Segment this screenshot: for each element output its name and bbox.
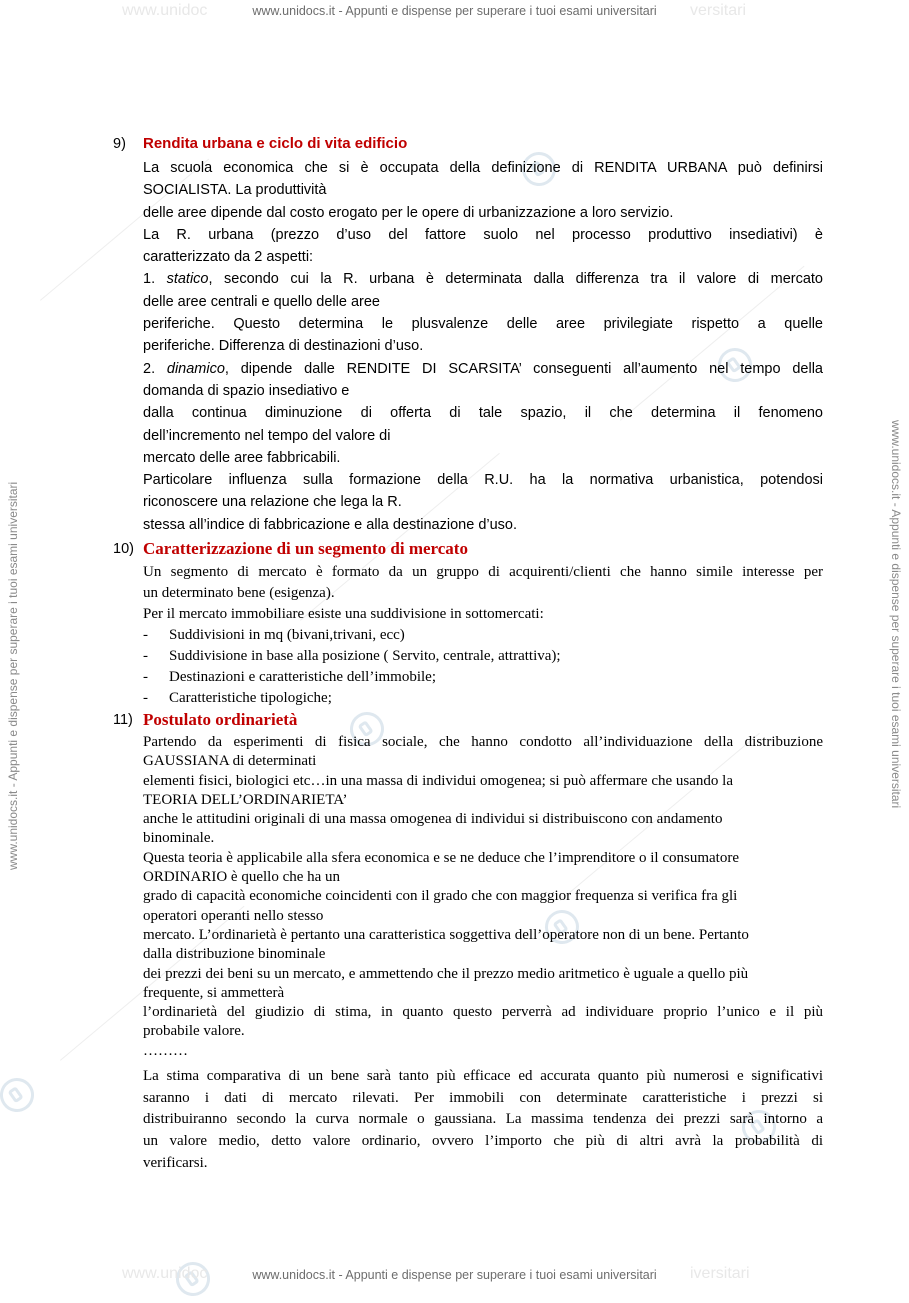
text-line: frequente, si ammetterà bbox=[143, 984, 285, 1001]
text-emphasis: statico bbox=[166, 271, 209, 288]
ellipsis-line: ……… bbox=[143, 1042, 188, 1059]
watermark-logo-icon bbox=[0, 1071, 41, 1118]
header-ghost-left: www.unidoc bbox=[122, 2, 208, 19]
list-item-text: Caratteristiche tipologiche; bbox=[169, 690, 332, 706]
text-line: dei prezzi dei beni su un mercato, e ammettendo che il prezzo medio aritmetico è uguale a quello più bbox=[143, 965, 749, 982]
section-number: 9) bbox=[113, 136, 126, 152]
section-title: Caratterizzazione di un segmento di mercato bbox=[143, 539, 468, 558]
text-line: La scuola economica che si è occupata della definizione di RENDITA URBANA può definirsi bbox=[143, 160, 823, 176]
text-line: probabile valore. bbox=[143, 1023, 245, 1040]
text-line: dalla distribuzione binominale bbox=[143, 946, 326, 963]
text-line: distribuiranno secondo la curva normale o gaussiana. La massima tendenza dei prezzi sarà intorno a bbox=[143, 1111, 823, 1128]
text-line: elementi fisici, biologici etc…in una massa di individui omogenea; si può affermare che usando la bbox=[143, 772, 733, 789]
text-line: SOCIALISTA. La produttività bbox=[143, 182, 327, 199]
bullet-dash: - bbox=[143, 627, 148, 643]
list-item bbox=[143, 667, 823, 688]
header-banner: www.unidocs.it - Appunti e dispense per superare i tuoi esami universitari bbox=[252, 4, 657, 18]
footer-ghost-right: iversitari bbox=[690, 1265, 750, 1282]
text-line: verificarsi. bbox=[143, 1154, 208, 1171]
text-line bbox=[143, 268, 823, 290]
text-line: Un segmento di mercato è formato da un gruppo di acquirenti/clienti che hanno simile interesse per bbox=[143, 564, 823, 580]
text-line: La R. urbana (prezzo d’uso del fattore suolo nel processo produttivo insediativi) è bbox=[143, 226, 823, 243]
side-banner-right: www.unidocs.it - Appunti e dispense per superare i tuoi esami universitari bbox=[889, 420, 903, 809]
text-line: domanda di spazio insediativo e bbox=[143, 382, 350, 399]
text-line: TEORIA DELL’ORDINARIETA’ bbox=[143, 791, 348, 808]
text-line: Per il mercato immobiliare esiste una suddivisione in sottomercati: bbox=[143, 606, 544, 622]
text-line bbox=[143, 358, 823, 380]
text-line: stessa all’indice di fabbricazione e alla destinazione d’uso. bbox=[143, 516, 518, 533]
bullet-dash: - bbox=[143, 690, 148, 706]
text-line: delle aree centrali e quello delle aree bbox=[143, 293, 380, 310]
text-line: operatori operanti nello stesso bbox=[143, 907, 324, 924]
text-line: saranno i dati di mercato rilevati. Per immobili con determinate caratteristiche i prezzi si bbox=[143, 1089, 823, 1106]
text-line: Questa teoria è applicabile alla sfera economica e se ne deduce che l’imprenditore o il consumatore bbox=[143, 849, 739, 866]
section-body bbox=[143, 562, 823, 709]
text-line: periferiche. Questo determina le plusvalenze delle aree privilegiate rispetto a quelle bbox=[143, 316, 823, 333]
text-line: binominale. bbox=[143, 830, 215, 847]
list-item-text: Suddivisioni in mq (bivani,trivani, ecc) bbox=[169, 627, 405, 643]
text-rest: , dipende dalle RENDITE DI SCARSITA’ conseguenti all’aumento nel tempo della bbox=[224, 360, 823, 377]
side-banner-left: www.unidocs.it - Appunti e dispense per superare i tuoi esami universitari bbox=[6, 481, 20, 870]
text-line: periferiche. Differenza di destinazioni d’uso. bbox=[143, 338, 424, 355]
text-line: Partendo da esperimenti di fisica sociale, che hanno condotto all’individuazione della distribuzione bbox=[143, 734, 823, 750]
text-rest: , secondo cui la R. urbana è determinata dalla differenza tra il valore di mercato bbox=[208, 271, 823, 288]
footer-banner: www.unidocs.it - Appunti e dispense per superare i tuoi esami universitari bbox=[252, 1268, 657, 1282]
text-line: dalla continua diminuzione di offerta di tale spazio, il che determina il fenomeno bbox=[143, 405, 823, 422]
footer-ghost-left: www.unidoc bbox=[122, 1265, 208, 1282]
text-line: mercato delle aree fabbricabili. bbox=[143, 449, 341, 466]
bullet-dash: - bbox=[143, 648, 148, 664]
text-prefix: 1. bbox=[143, 271, 167, 288]
text-line: Particolare influenza sulla formazione della R.U. ha la normativa urbanistica, potendosi bbox=[143, 472, 823, 489]
section-title: Rendita urbana e ciclo di vita edificio bbox=[143, 135, 408, 152]
text-line: La stima comparativa di un bene sarà tanto più efficace ed accurata quanto più numerosi e significativi bbox=[143, 1068, 823, 1084]
section-number: 11) bbox=[113, 712, 133, 728]
section-body bbox=[143, 157, 823, 536]
text-line: riconoscere una relazione che lega la R. bbox=[143, 494, 402, 511]
text-emphasis: dinamico bbox=[166, 360, 225, 377]
text-line: anche le attitudini originali di una massa omogenea di individui si distribuiscono con andamento bbox=[143, 811, 723, 828]
text-line: delle aree dipende dal costo erogato per le opere di urbanizzazione a loro servizio. bbox=[143, 204, 674, 221]
text-line: un valore medio, detto valore ordinario, ovvero l’importo che più di altri avrà la probabilità di bbox=[143, 1133, 823, 1150]
list-item-text: Destinazioni e caratteristiche dell’immobile; bbox=[169, 669, 436, 685]
text-line: un determinato bene (esigenza). bbox=[143, 585, 335, 601]
header-ghost-right: versitari bbox=[690, 2, 747, 19]
section-title: Postulato ordinarietà bbox=[143, 710, 298, 729]
text-line: caratterizzato da 2 aspetti: bbox=[143, 249, 314, 266]
text-line: mercato. L’ordinarietà è pertanto una caratteristica soggettiva dell’operatore non di un bene. Pertanto bbox=[143, 926, 749, 943]
list-item bbox=[143, 646, 823, 667]
list-item-text: Suddivisione in base alla posizione ( Servito, centrale, attrattiva); bbox=[169, 648, 561, 664]
text-line: ORDINARIO è quello che ha un bbox=[143, 869, 341, 886]
section-body-paragraph bbox=[143, 1066, 823, 1175]
text-line: dell’incremento nel tempo del valore di bbox=[143, 427, 391, 444]
section-number: 10) bbox=[113, 541, 134, 557]
bullet-dash: - bbox=[143, 669, 148, 685]
text-prefix: 2. bbox=[143, 360, 167, 377]
text-line: l’ordinarietà del giudizio di stima, in quanto questo perverrà ad individuare proprio l’unico e il più bbox=[143, 1004, 823, 1021]
text-line: GAUSSIANA di determinati bbox=[143, 753, 317, 770]
section-body bbox=[143, 733, 823, 1061]
text-line: grado di capacità economiche coincidenti con il grado che con maggior frequenza si verifica fra gli bbox=[143, 888, 738, 905]
list-item bbox=[143, 625, 823, 646]
list-item bbox=[143, 688, 823, 709]
